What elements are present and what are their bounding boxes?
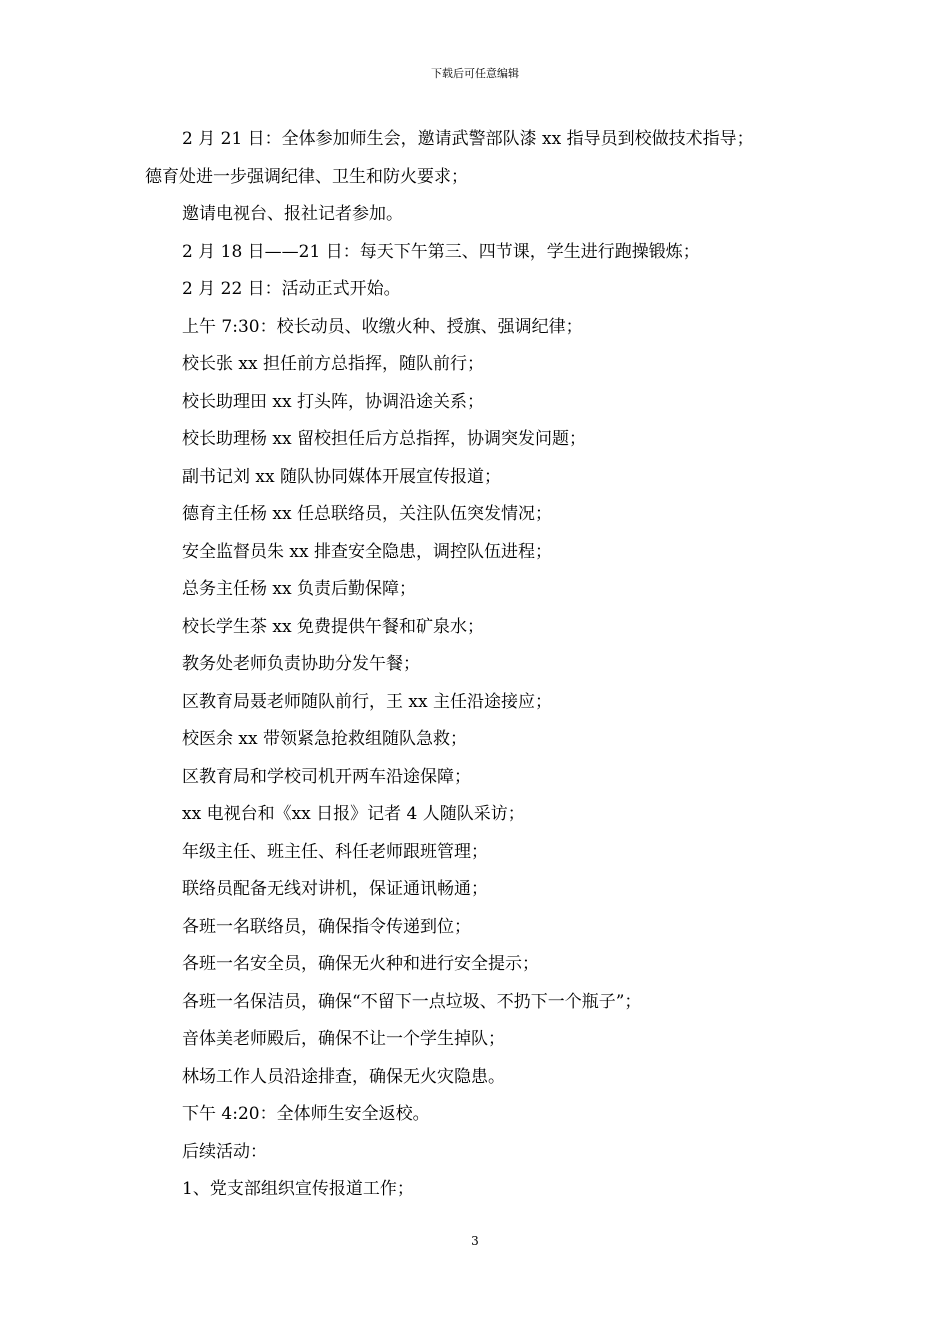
paragraph: 校长学生茶 xx 免费提供午餐和矿泉水； bbox=[182, 616, 484, 637]
paragraph: 副书记刘 xx 随队协同媒体开展宣传报道； bbox=[182, 466, 501, 487]
header-note: 下载后可任意编辑 bbox=[431, 67, 519, 80]
paragraph: 总务主任杨 xx 负责后勤保障； bbox=[182, 579, 416, 599]
paragraph: 校长助理杨 xx 留校担任后方总指挥，协调突发问题； bbox=[182, 429, 586, 449]
paragraph: 下午 4:20：全体师生安全返校。 bbox=[182, 1104, 430, 1124]
paragraph: 音体美老师殿后，确保不让一个学生掉队； bbox=[182, 1029, 505, 1049]
paragraph: 校长助理田 xx 打头阵，协调沿途关系； bbox=[182, 391, 484, 412]
paragraph: 联络员配备无线对讲机，保证通讯畅通； bbox=[182, 879, 488, 899]
paragraph: 各班一名保洁员，确保“不留下一点垃圾、不扔下一个瓶子”； bbox=[182, 991, 642, 1012]
paragraph: 区教育局聂老师随队前行，王 xx 主任沿途接应； bbox=[182, 691, 552, 712]
paragraph: 1、党支部组织宣传报道工作； bbox=[182, 1179, 414, 1199]
paragraph: 安全监督员朱 xx 排查安全隐患，调控队伍进程； bbox=[182, 541, 552, 562]
document-body bbox=[145, 121, 815, 1209]
paragraph: 林场工作人员沿途排查，确保无火灾隐患。 bbox=[182, 1066, 505, 1087]
paragraph: 区教育局和学校司机开两车沿途保障； bbox=[182, 766, 471, 787]
paragraph-continuation: 德育处进一步强调纪律、卫生和防火要求； bbox=[145, 166, 468, 187]
paragraph: xx 电视台和《xx 日报》记者 4 人随队采访； bbox=[182, 804, 525, 824]
paragraph: 校长张 xx 担任前方总指挥，随队前行； bbox=[182, 354, 484, 374]
paragraph: 2 月 21 日：全体参加师生会，邀请武警部队漆 xx 指导员到校做技术指导； bbox=[182, 129, 754, 149]
paragraph: 邀请电视台、报社记者参加。 bbox=[182, 204, 403, 224]
paragraph: 2 月 18 日——21 日：每天下午第三、四节课，学生进行跑操锻炼； bbox=[182, 241, 700, 262]
paragraph: 德育主任杨 xx 任总联络员，关注队伍突发情况； bbox=[182, 504, 552, 524]
paragraph: 后续活动： bbox=[182, 1141, 267, 1162]
page-number: 3 bbox=[471, 1234, 479, 1248]
paragraph: 2 月 22 日：活动正式开始。 bbox=[182, 279, 401, 299]
paragraph: 各班一名安全员，确保无火种和进行安全提示； bbox=[182, 954, 539, 974]
paragraph: 教务处老师负责协助分发午餐； bbox=[182, 654, 420, 674]
paragraph: 校医余 xx 带领紧急抢救组随队急救； bbox=[182, 729, 467, 749]
paragraph: 年级主任、班主任、科任老师跟班管理； bbox=[182, 841, 488, 862]
paragraph: 上午 7:30：校长动员、收缴火种、授旗、强调纪律； bbox=[182, 316, 583, 337]
paragraph: 各班一名联络员，确保指令传递到位； bbox=[182, 916, 471, 937]
